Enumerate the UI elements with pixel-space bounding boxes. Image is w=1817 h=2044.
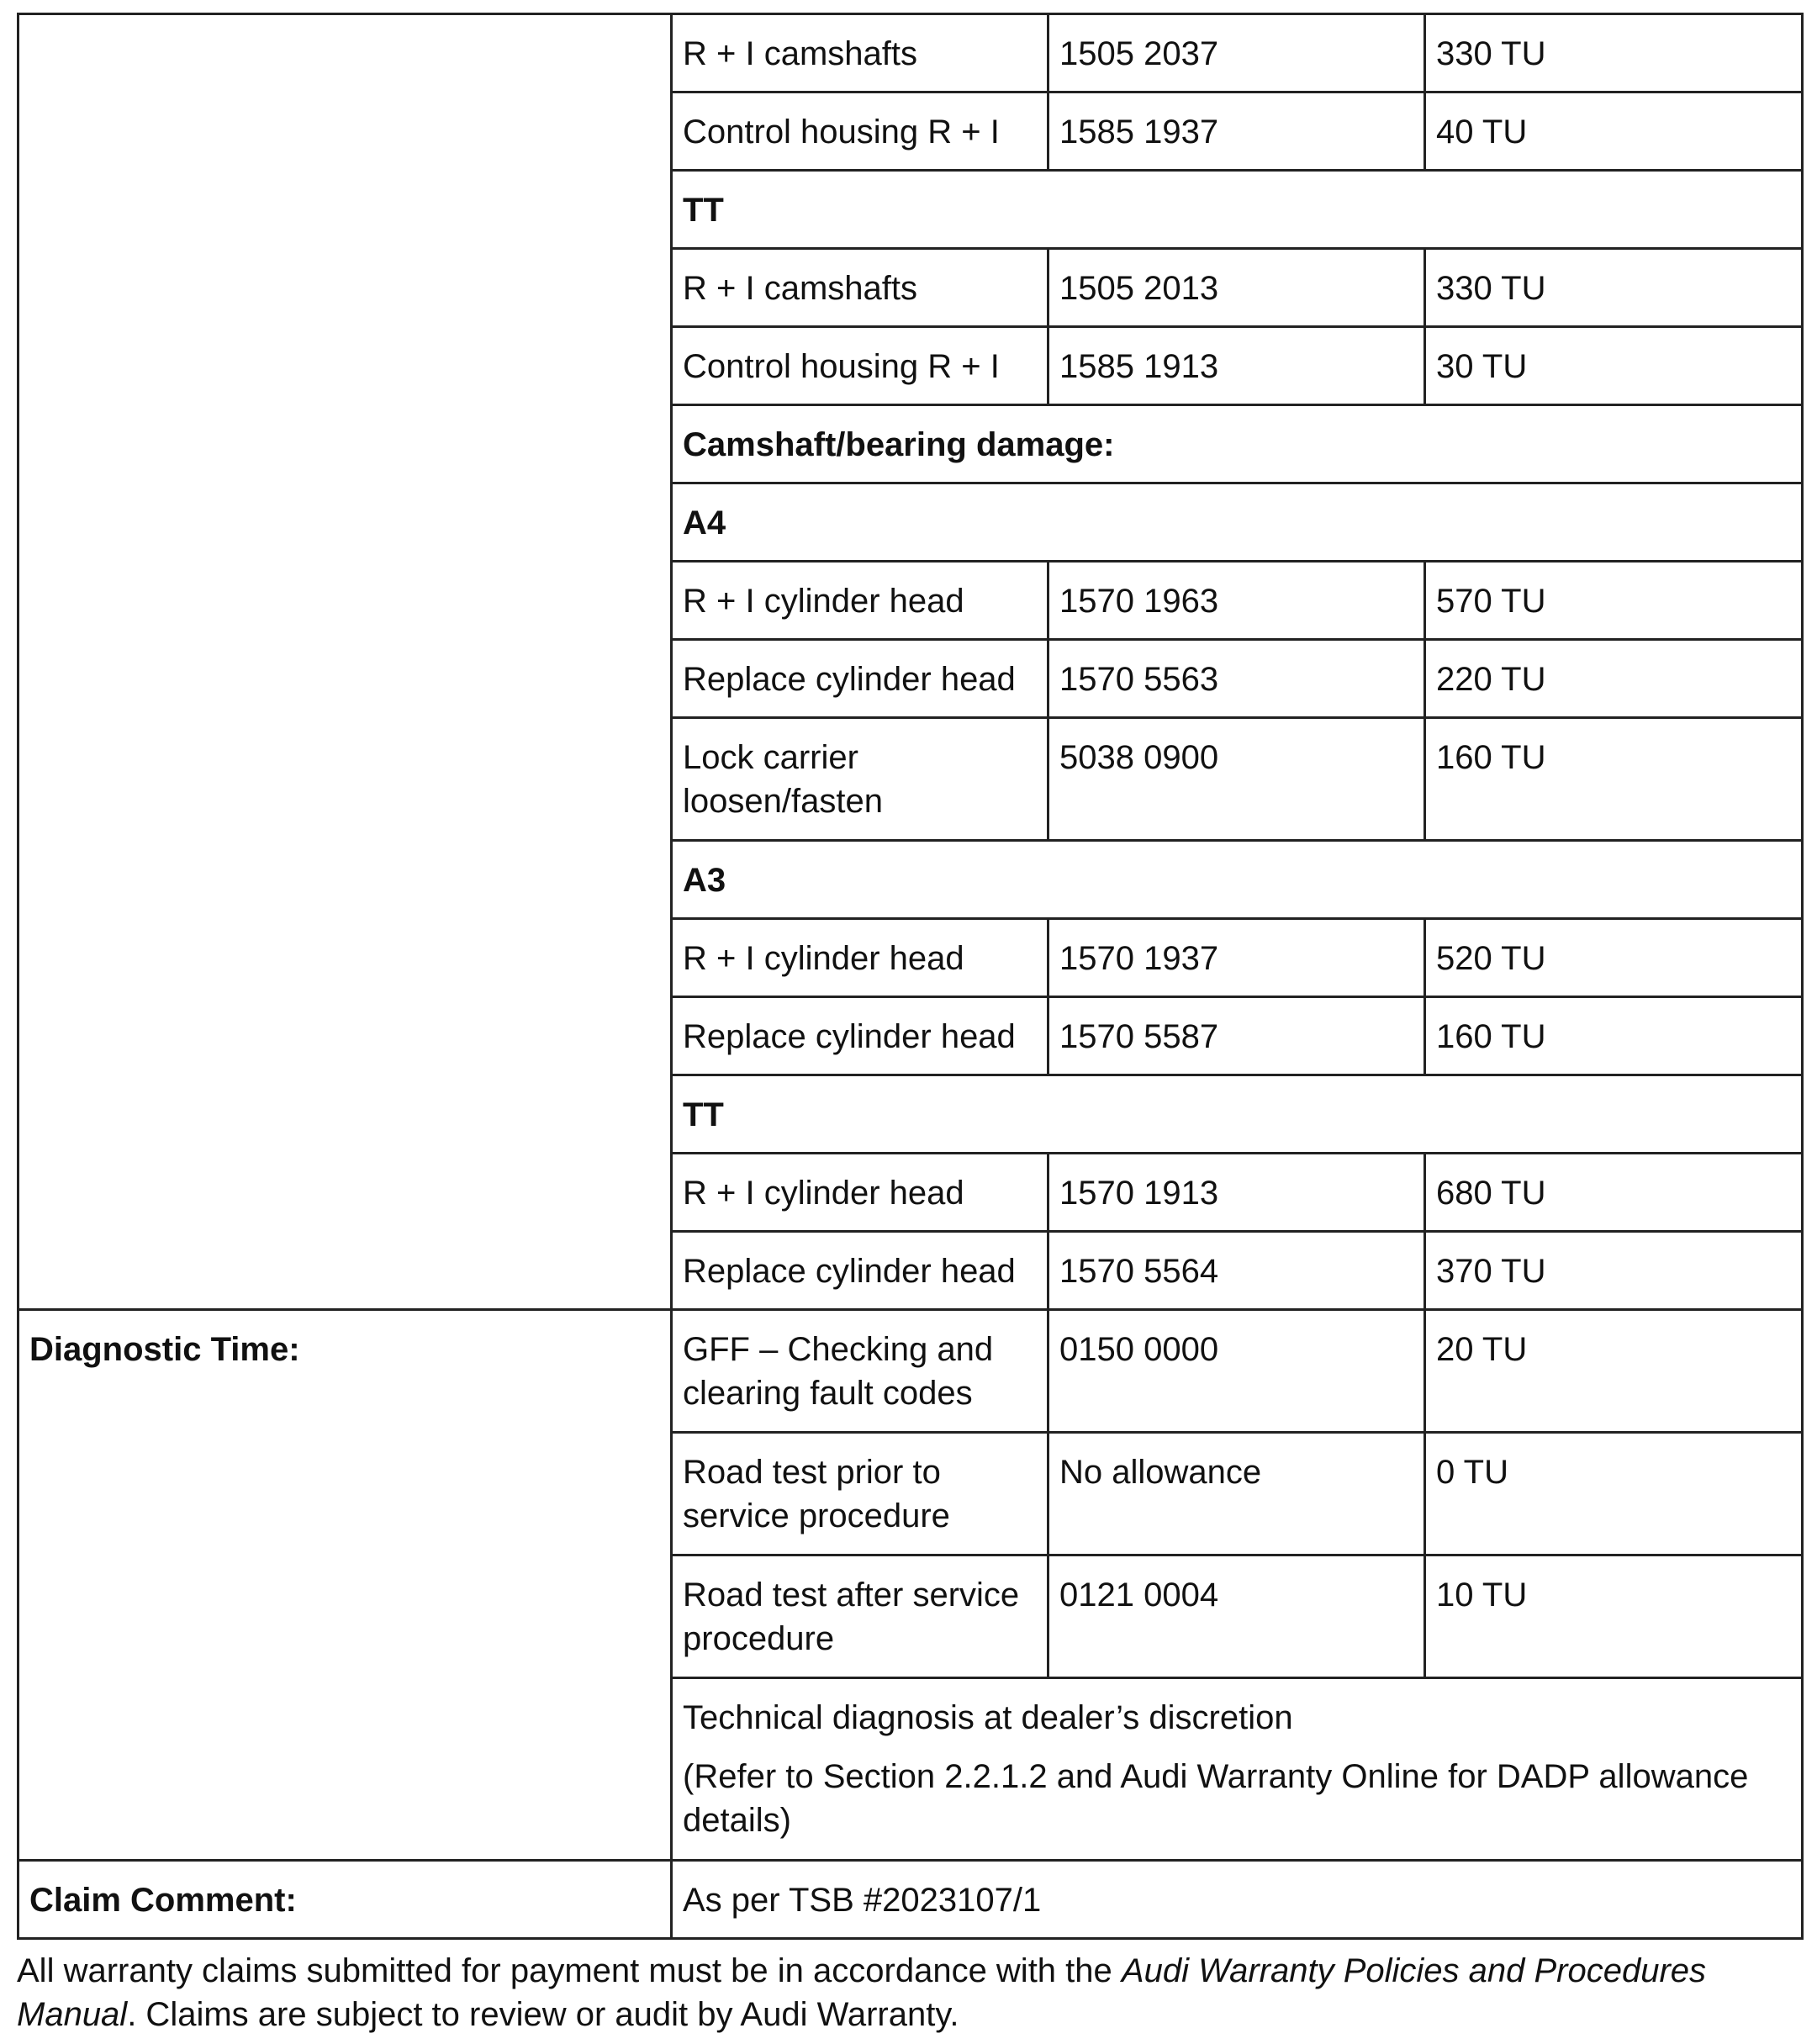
diagnosis-note xyxy=(672,1678,1803,1861)
labor-code: 1570 1913 xyxy=(1048,1154,1425,1232)
table-row xyxy=(18,1861,1803,1939)
labor-operations-table xyxy=(17,13,1804,1940)
section-subheading: Camshaft/bearing damage: xyxy=(672,405,1803,483)
time-units: 20 TU xyxy=(1425,1310,1803,1433)
time-units: 330 TU xyxy=(1425,249,1803,327)
operation-name: Replace cylinder head xyxy=(672,1232,1048,1310)
warranty-footer-note xyxy=(17,1949,1801,2036)
labor-code: 1570 5587 xyxy=(1048,997,1425,1075)
time-units: 570 TU xyxy=(1425,562,1803,640)
labor-code: 1570 5564 xyxy=(1048,1232,1425,1310)
labor-code: 1570 1937 xyxy=(1048,919,1425,997)
time-units: 160 TU xyxy=(1425,718,1803,841)
model-subheading: TT xyxy=(672,1075,1803,1154)
claim-comment-value: As per TSB #2023107/1 xyxy=(672,1861,1803,1939)
claim-comment-label: Claim Comment: xyxy=(18,1861,672,1939)
diagnosis-note-line2: (Refer to Section 2.2.1.2 and Audi Warranty Online for DADP allowance details) xyxy=(683,1758,1749,1839)
time-units: 0 TU xyxy=(1425,1433,1803,1555)
labor-code: No allowance xyxy=(1048,1433,1425,1555)
model-subheading: A4 xyxy=(672,483,1803,562)
labor-code: 0150 0000 xyxy=(1048,1310,1425,1433)
model-subheading: TT xyxy=(672,171,1803,249)
operation-name: Control housing R + I xyxy=(672,327,1048,405)
labor-code: 1570 1963 xyxy=(1048,562,1425,640)
table-row xyxy=(18,1310,1803,1433)
operation-name: R + I cylinder head xyxy=(672,1154,1048,1232)
operation-name: Lock carrier loosen/fasten xyxy=(672,718,1048,841)
operation-name: Replace cylinder head xyxy=(672,997,1048,1075)
model-subheading: A3 xyxy=(672,841,1803,919)
labor-code: 1570 5563 xyxy=(1048,640,1425,718)
operation-name: GFF – Checking and clearing fault codes xyxy=(672,1310,1048,1433)
labor-code: 5038 0900 xyxy=(1048,718,1425,841)
time-units: 680 TU xyxy=(1425,1154,1803,1232)
time-units: 220 TU xyxy=(1425,640,1803,718)
diagnostic-time-label: Diagnostic Time: xyxy=(18,1310,672,1861)
labor-code: 1505 2037 xyxy=(1048,14,1425,92)
diagnosis-note-line1: Technical diagnosis at dealer’s discretion xyxy=(683,1699,1293,1736)
time-units: 520 TU xyxy=(1425,919,1803,997)
operation-name: R + I cylinder head xyxy=(672,562,1048,640)
time-units: 40 TU xyxy=(1425,92,1803,171)
table-row xyxy=(18,14,1803,92)
labor-code: 1585 1913 xyxy=(1048,327,1425,405)
labor-code: 1505 2013 xyxy=(1048,249,1425,327)
time-units: 10 TU xyxy=(1425,1555,1803,1678)
operation-name: R + I cylinder head xyxy=(672,919,1048,997)
labor-code: 0121 0004 xyxy=(1048,1555,1425,1678)
footer-manual-title: Audi Warranty Policies and Procedures Manual xyxy=(17,1952,1707,2033)
time-units: 30 TU xyxy=(1425,327,1803,405)
operation-name: Road test after service procedure xyxy=(672,1555,1048,1678)
label-cell-empty xyxy=(18,14,672,1310)
footer-text-after: . Claims are subject to review or audit by Audi Warranty. xyxy=(127,1996,959,2033)
time-units: 330 TU xyxy=(1425,14,1803,92)
time-units: 370 TU xyxy=(1425,1232,1803,1310)
labor-code: 1585 1937 xyxy=(1048,92,1425,171)
operation-name: Control housing R + I xyxy=(672,92,1048,171)
operation-name: Replace cylinder head xyxy=(672,640,1048,718)
operation-name: Road test prior to service procedure xyxy=(672,1433,1048,1555)
operation-name: R + I camshafts xyxy=(672,249,1048,327)
time-units: 160 TU xyxy=(1425,997,1803,1075)
operation-name: R + I camshafts xyxy=(672,14,1048,92)
footer-text-before: All warranty claims submitted for payment must be in accordance with the xyxy=(17,1952,1122,1989)
